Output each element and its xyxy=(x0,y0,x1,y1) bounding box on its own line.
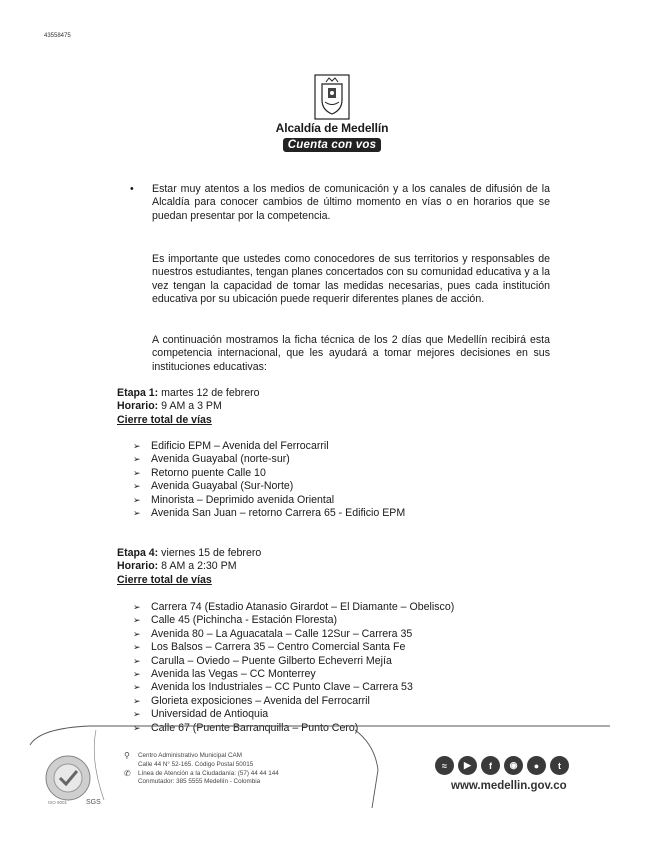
arrow-icon: ➢ xyxy=(133,602,141,612)
etapa-4-label: Etapa 4: xyxy=(117,547,159,559)
list-item: ➢ Avenida Guayabal (norte-sur) xyxy=(133,453,290,466)
paragraph-2: A continuación mostramos la ficha técnica de los 2 días que Medellín recibirá esta competencia internacional, que les ayudará a tomar mejores decisiones en sus instituciones educativas: xyxy=(152,334,550,373)
facebook-icon[interactable]: f xyxy=(481,756,500,775)
list-item: ➢ Avenida Guayabal (Sur-Norte) xyxy=(133,480,294,493)
arrow-icon: ➢ xyxy=(133,695,141,706)
sgs-label: SGS xyxy=(86,799,101,806)
etapa-4-date: viernes 15 de febrero xyxy=(158,547,262,559)
arrow-icon: ➢ xyxy=(133,441,141,451)
etapa-1-label: Etapa 1: xyxy=(117,387,159,399)
arrow-icon: ➢ xyxy=(133,668,141,679)
twitter-icon[interactable]: t xyxy=(550,756,569,775)
city-name: Alcaldía de Medellín xyxy=(275,121,389,135)
list-item: ➢ Calle 67 (Puente Barranquilla – Punto Cero) xyxy=(133,721,359,734)
list-item: ➢ Retorno puente Calle 10 xyxy=(133,466,266,479)
list-item: ➢ Avenida San Juan – retorno Carrera 65 - Edificio EPM xyxy=(133,506,406,519)
bullet-dot: • xyxy=(130,183,134,195)
footer-address: ⚲ Centro Administrativo Municipal CAM Calle 44 N° 52-165. Código Postal 50015 ✆ Línea de Atención a la Ciudadanía: (57) 44 44 144 Conmutador: 385 5555 Medellín - Colombia xyxy=(124,751,279,786)
etapa-1-cierre: Cierre total de vías xyxy=(117,413,212,426)
arrow-icon: ➢ xyxy=(133,709,141,720)
list-item: ➢ Avenida 80 – La Aguacatala – Calle 12Sur – Carrera 35 xyxy=(133,627,413,640)
arrow-icon: ➢ xyxy=(133,507,141,518)
arrow-icon: ➢ xyxy=(133,682,141,693)
etapa-4-horario: 8 AM a 2:30 PM xyxy=(158,560,237,573)
list-item: ➢ Avenida las Vegas – CC Monterrey xyxy=(133,667,316,680)
arrow-icon: ➢ xyxy=(133,628,141,639)
bullet-paragraph: Estar muy atentos a los medios de comunicación y a los canales de difusión de la Alcaldía para conocer cambios de último momento en vías o en horarios que se puedan presentar por la competencia. xyxy=(152,183,550,222)
etapa-1-horario: 9 AM a 3 PM xyxy=(158,400,222,413)
arrow-icon: ➢ xyxy=(133,642,141,653)
arrow-icon: ➢ xyxy=(133,467,141,478)
etapa-1-horario-label: Horario: xyxy=(117,400,159,413)
etapa-1-date: martes 12 de febrero xyxy=(158,387,260,399)
youtube-icon[interactable]: ▶ xyxy=(458,756,477,775)
etapa-4-horario-label: Horario: xyxy=(117,560,159,573)
rss-icon[interactable]: ≈ xyxy=(435,756,454,775)
arrow-icon: ➢ xyxy=(133,655,141,666)
list-item: ➢ Carulla – Oviedo – Puente Gilberto Echeverri Mejía xyxy=(133,654,392,667)
social-icons xyxy=(435,756,569,775)
arrow-icon: ➢ xyxy=(133,494,141,505)
location-pin-icon: ⚲ xyxy=(124,751,130,760)
city-motto: Cuenta con vos xyxy=(283,138,381,152)
list-item: ➢ Universidad de Antioquia xyxy=(133,708,269,721)
list-item: ➢ Los Balsos – Carrera 35 – Centro Comercial Santa Fe xyxy=(133,641,406,654)
arrow-icon: ➢ xyxy=(133,615,141,626)
website-link[interactable]: www.medellin.gov.co xyxy=(451,780,567,792)
list-item: ➢ Avenida los Industriales – CC Punto Clave – Carrera 53 xyxy=(133,681,413,694)
etapa-4-cierre: Cierre total de vías xyxy=(117,573,212,586)
arrow-icon: ➢ xyxy=(133,481,141,492)
sgs-certification-seal xyxy=(42,752,112,808)
list-item: ➢ Minorista – Deprimido avenida Oriental xyxy=(133,493,335,506)
flickr-icon[interactable]: ● xyxy=(527,756,546,775)
arrow-icon: ➢ xyxy=(133,454,141,465)
document-id: 43558475 xyxy=(44,33,71,39)
instagram-icon[interactable]: ◉ xyxy=(504,756,523,775)
paragraph-1: Es importante que ustedes como conocedores de sus territorios y responsables de nuestros estudiantes, tengan planes concertados con su comunidad educativa y a la vez tengan la capacidad de tomar las medidas necesarias, pues cada institución educativa por su ubicación puede requerir diferentes planes de acción. xyxy=(152,253,550,306)
iso-label: ISO 9001 xyxy=(48,800,68,805)
list-item: ➢ Edificio EPM – Avenida del Ferrocarril xyxy=(133,440,329,452)
phone-icon: ✆ xyxy=(124,768,131,778)
list-item: ➢ Calle 45 (Pichincha - Estación Floresta) xyxy=(133,614,338,627)
arrow-icon: ➢ xyxy=(133,722,141,733)
list-item: ➢ Glorieta exposiciones – Avenida del Ferrocarril xyxy=(133,694,370,707)
list-item: ➢ Carrera 74 (Estadio Atanasio Girardot – El Diamante – Obelisco) xyxy=(133,601,455,613)
